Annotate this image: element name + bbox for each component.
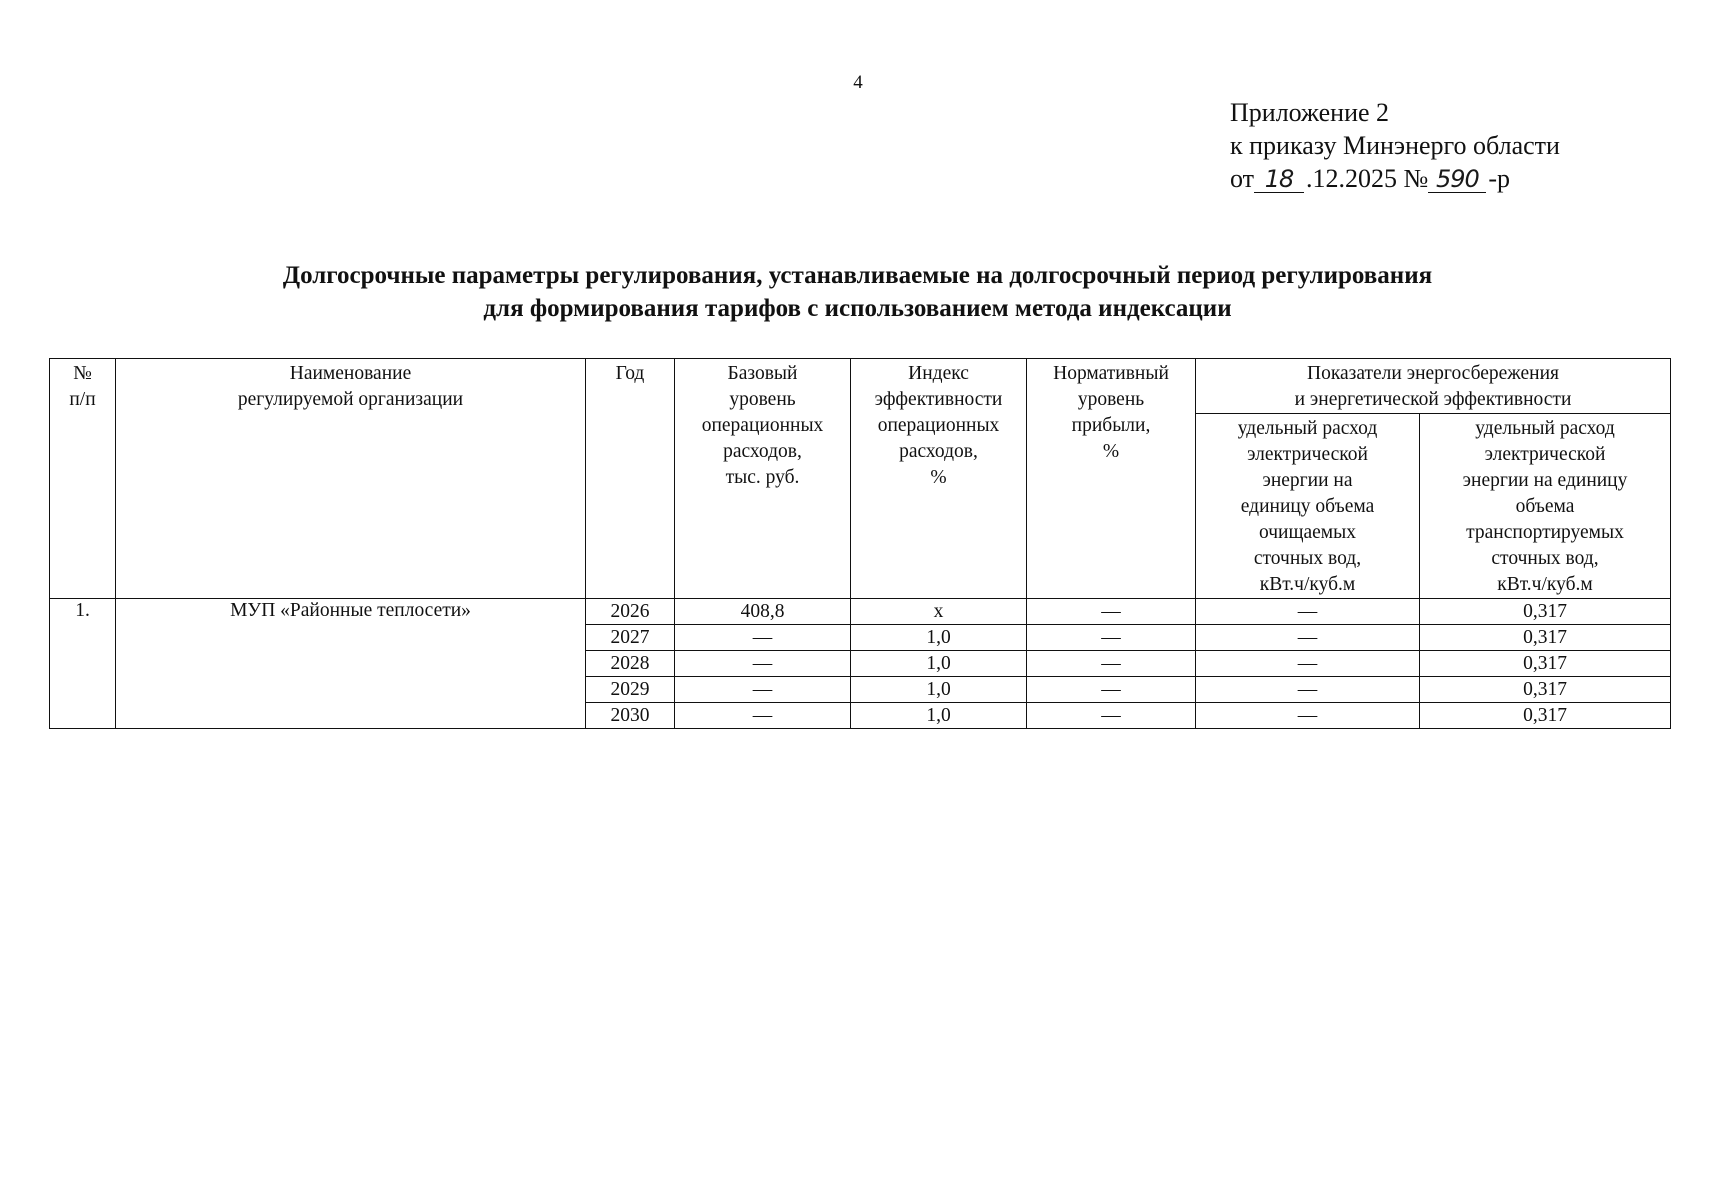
year-cell: 2027 [586, 625, 675, 651]
header-energy-cleaned: удельный расход электрической энергии на единицу объема очищаемых сточных вод, кВт.ч/куб.м [1196, 414, 1420, 599]
efficiency-index-cell: 1,0 [851, 651, 1027, 677]
document-title [150, 259, 1565, 325]
year-cell: 2030 [586, 703, 675, 729]
row-number: 1. [50, 599, 116, 729]
energy-transported-cell: 0,317 [1420, 625, 1671, 651]
document-title-line2: для формирования тарифов с использованием метода индексации [483, 295, 1232, 322]
header-base-opex: Базовый уровень операционных расходов, тыс. руб. [675, 359, 851, 599]
appendix-title: Приложение 2 [1230, 98, 1390, 127]
header-energy-transported: удельный расход электрической энергии на единицу объема транспортируемых сточных вод, кВт.ч/куб.м [1420, 414, 1671, 599]
organization-name: МУП «Районные теплосети» [116, 599, 586, 729]
efficiency-index-cell: 1,0 [851, 625, 1027, 651]
energy-cleaned-cell: — [1196, 651, 1420, 677]
base-opex-cell: — [675, 625, 851, 651]
header-efficiency-index: Индекс эффективности операционных расходов, % [851, 359, 1027, 599]
energy-transported-cell: 0,317 [1420, 599, 1671, 625]
normative-profit-cell: — [1027, 651, 1196, 677]
base-opex-cell: — [675, 703, 851, 729]
energy-cleaned-cell: — [1196, 599, 1420, 625]
normative-profit-cell: — [1027, 703, 1196, 729]
year-cell: 2026 [586, 599, 675, 625]
energy-cleaned-cell: — [1196, 703, 1420, 729]
energy-transported-cell: 0,317 [1420, 651, 1671, 677]
base-opex-cell: 408,8 [675, 599, 851, 625]
normative-profit-cell: — [1027, 625, 1196, 651]
header-energy-indicators: Показатели энергосбережения и энергетической эффективности [1196, 359, 1671, 414]
header-organization: Наименование регулируемой организации [116, 359, 586, 599]
parameters-table [49, 358, 1671, 729]
efficiency-index-cell: х [851, 599, 1027, 625]
appendix-block [1230, 96, 1560, 196]
date-prefix: от [1230, 164, 1255, 193]
energy-cleaned-cell: — [1196, 625, 1420, 651]
appendix-order-reference: к приказу Минэнерго области [1230, 131, 1560, 160]
table-row [50, 599, 1671, 625]
handwritten-day: 18 [1260, 163, 1298, 196]
header-num: № п/п [50, 359, 116, 599]
efficiency-index-cell: 1,0 [851, 677, 1027, 703]
year-cell: 2029 [586, 677, 675, 703]
energy-cleaned-cell: — [1196, 677, 1420, 703]
efficiency-index-cell: 1,0 [851, 703, 1027, 729]
energy-transported-cell: 0,317 [1420, 703, 1671, 729]
year-cell: 2028 [586, 651, 675, 677]
handwritten-order-number: 590 [1434, 163, 1480, 196]
base-opex-cell: — [675, 651, 851, 677]
energy-transported-cell: 0,317 [1420, 677, 1671, 703]
normative-profit-cell: — [1027, 677, 1196, 703]
header-normative-profit: Нормативный уровень прибыли, % [1027, 359, 1196, 599]
base-opex-cell: — [675, 677, 851, 703]
date-rest: .12.2025 № [1306, 164, 1429, 193]
order-suffix: -р [1488, 164, 1511, 193]
page-number: 4 [853, 72, 863, 93]
header-year: Год [586, 359, 675, 599]
normative-profit-cell: — [1027, 599, 1196, 625]
document-title-line1: Долгосрочные параметры регулирования, устанавливаемые на долгосрочный период регулирования [282, 262, 1433, 289]
appendix-date-line [1230, 162, 1560, 196]
